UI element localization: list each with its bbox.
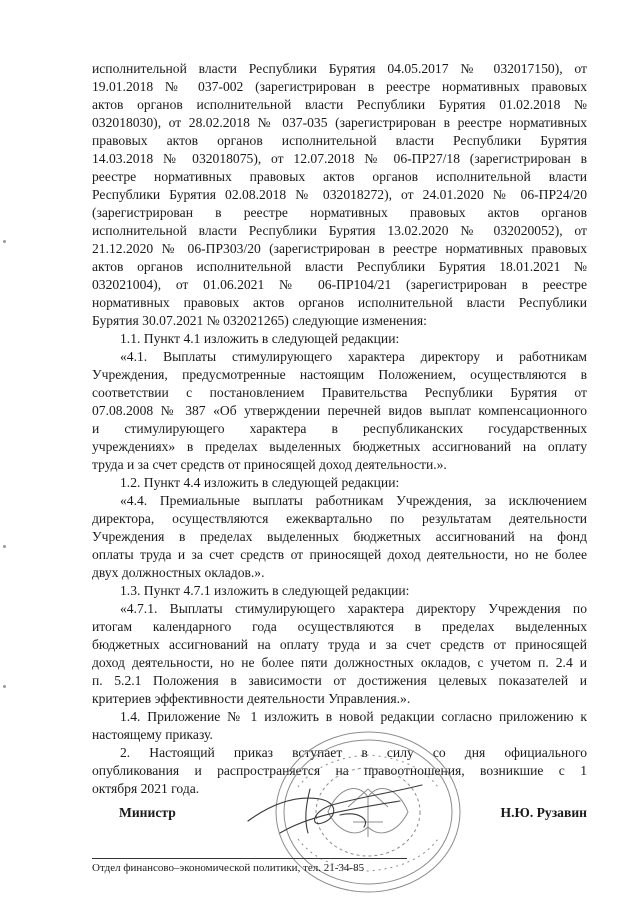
quote-line: итогам календарного года осуществляются в пределах выделенных (92, 619, 587, 634)
item-1-4-line: 1.4. Приложение № 1 изложить в новой редакции согласно приложению к (120, 709, 587, 724)
quote-line: критериев эффективности деятельности Управления.». (92, 691, 411, 706)
text-line: 14.03.2018 № 032018075), от 12.07.2018 № 06-ПР27/18 (зарегистрирован в (92, 151, 587, 166)
text-line: (зарегистрирован в реестре нормативных правовых актов органов (92, 205, 587, 220)
quote-line: Учреждения в пределах выделенных бюджетных ассигнований на фонд (92, 529, 587, 544)
text-line: нормативных правовых актов органов исполнительной власти Республики (92, 295, 587, 310)
text-line: исполнительной власти Республики Бурятия 04.05.2017 № 032017150), от (92, 61, 587, 76)
executor-note: Отдел финансово–экономической политики, тел. 21-34-85 (92, 862, 365, 874)
item-2-line: 2. Настоящий приказ вступает в силу со дня официального (120, 745, 587, 760)
text-line: актов органов исполнительной власти Республики Бурятия 18.01.2021 № (92, 259, 587, 274)
item-2-line: октября 2021 года. (92, 781, 200, 796)
text-line: исполнительной власти Республики Бурятия 13.02.2020 № 032020052), от (92, 223, 587, 238)
quote-line: «4.7.1. Выплаты стимулирующего характера директору Учреждения по (120, 601, 587, 616)
quote-line: доход деятельности, но не более пяти должностных окладов, с учетом п. 2.4 и (92, 655, 587, 670)
margin-mark (3, 685, 6, 688)
text-line: правовых актов органов исполнительной власти Республики Бурятия (92, 133, 587, 148)
quote-line: учреждениях» в пределах выделенных бюджетных ассигнований на оплату (92, 439, 587, 454)
item-heading-1-3: 1.3. Пункт 4.7.1 изложить в следующей редакции: (120, 583, 410, 598)
quote-line: «4.4. Премиальные выплаты работникам Учреждения, за исключением (120, 493, 587, 508)
quote-line: двух должностных окладов.». (92, 565, 265, 580)
quote-line: директора, осуществляются ежеквартально по результатам деятельности (92, 511, 587, 526)
text-line: Республики Бурятия 02.08.2018 № 032018272), от 24.01.2020 № 06-ПР24/20 (92, 187, 587, 202)
item-2-line: опубликования и распространяется на правоотношения, возникшие с 1 (92, 763, 587, 778)
quote-line: соответствии с постановлением Правительства Республики Бурятия от (92, 385, 587, 400)
text-line: 032018030), от 28.02.2018 № 037-035 (зарегистрирован в реестре нормативных (92, 115, 587, 130)
text-line: 032021004), от 01.06.2021 № 06-ПР104/21 (зарегистрирован в реестре (92, 277, 587, 292)
text-line: актов органов исполнительной власти Республики Бурятия 01.02.2018 № (92, 97, 587, 112)
quote-line: 07.08.2008 № 387 «Об утверждении перечней видов выплат компенсационного (92, 403, 587, 418)
document-body (92, 60, 587, 798)
text-line: реестре нормативных правовых актов органов исполнительной власти (92, 169, 587, 184)
item-1-4-line: настоящему приказу. (92, 727, 213, 742)
margin-mark (3, 240, 6, 243)
item-heading-1-2: 1.2. Пункт 4.4 изложить в следующей редакции: (120, 475, 400, 490)
text-line: 19.01.2018 № 037-002 (зарегистрирован в реестре нормативных правовых (92, 79, 587, 94)
quote-line: Учреждения, предусмотренные настоящим Положением, осуществляются в (92, 367, 587, 382)
quote-line: п. 5.2.1 Положения в зависимости от достижения целевых показателей и (92, 673, 587, 688)
text-line: Бурятия 30.07.2021 № 032021265) следующие изменения: (92, 313, 427, 328)
position-title: Министр (119, 805, 176, 820)
quote-line: «4.1. Выплаты стимулирующего характера директору и работникам (120, 349, 587, 364)
footer-divider (92, 858, 407, 859)
item-heading-1-1: 1.1. Пункт 4.1 изложить в следующей редакции: (120, 331, 400, 346)
signature-block (92, 805, 587, 827)
text-line: 21.12.2020 № 06-ПР303/20 (зарегистрирован в реестре нормативных правовых (92, 241, 587, 256)
quote-line: оплаты труда и за счет средств от приносящей доход деятельности, но не более (92, 547, 587, 562)
quote-line: бюджетных ассигнований на оплату труда и за счет средств от приносящей (92, 637, 587, 652)
quote-line: труда и за счет средств от приносящей доход деятельности.». (92, 457, 447, 472)
signer-name: Н.Ю. Рузавин (500, 805, 587, 820)
margin-mark (3, 545, 6, 548)
quote-line: и стимулирующего характера в республиканских государственных (92, 421, 587, 436)
